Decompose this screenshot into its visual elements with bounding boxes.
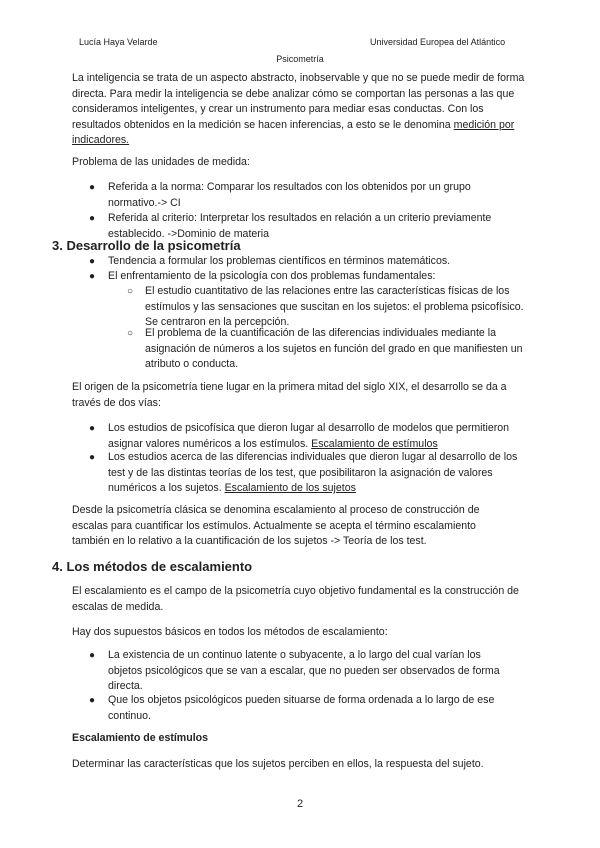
bullet-icon: ● — [89, 213, 96, 224]
list-item: Referida al criterio: Interpretar los resultados en relación a un criterio previamente establecido. ->Dominio de materia — [108, 212, 492, 240]
section-3-heading: 3. Desarrollo de la psicometría — [52, 238, 241, 253]
way-underlined: Escalamiento de los sujetos — [224, 482, 356, 495]
way-text: Los estudios de psicofísica que dieron lugar al desarrollo de modelos que permitieron asignar valores numéricos a los estímulos. — [108, 422, 510, 450]
stimuli-paragraph: Determinar las características que los sujetos perciben en ellos, la respuesta del sujeto. — [72, 758, 484, 770]
page-number: 2 — [296, 798, 304, 810]
intro-underlined-term: medición por indicadores. — [72, 118, 515, 147]
units-problem-title: Problema de las unidades de medida: — [72, 156, 250, 168]
bullet-icon: ● — [89, 256, 96, 267]
intro-text: La inteligencia se trata de un aspecto abstracto, inobservable y que no se puede medir de forma directa. Para medir la inteligencia se debe analizar cómo se comportan las personas a las que consideramos inteligentes, y crear un instrumento para mediar esas conductas. Con los resultados obtenidos en la medición se hacen inferencias, a esto se le denomina — [72, 72, 525, 131]
bullet-icon: ● — [89, 271, 96, 282]
hollow-bullet-icon: ○ — [127, 286, 134, 297]
list-item: Referida a la norma: Comparar los resultados con los obtenidos por un grupo normativo.-> CI — [108, 181, 471, 209]
way-underlined: Escalamiento de estímulos — [311, 437, 438, 450]
list-item: Tendencia a formular los problemas científicos en términos matemáticos. — [108, 255, 451, 267]
list-item — [108, 421, 530, 452]
sub-list-item: El problema de la cuantificación de las diferencias individuales mediante la asignación de números a los sujetos en función del grado en que manifiesten un atributo o conducta. — [145, 327, 523, 371]
way-text: Los estudios acerca de las diferencias individuales que dieron lugar al desarrollo de los test y de las distintas teorías de los test, que posibilitaron la asignación de valores numéricos a los sujetos. — [108, 451, 518, 495]
stimuli-subheading: Escalamiento de estímulos — [72, 732, 209, 744]
bullet-icon: ● — [89, 423, 96, 434]
sub-list-item: El estudio cuantitativo de las relaciones entre las características físicas de los estímulos y las sensaciones que suscitan en los sujetos: el problema psicofísico. Se centraron en la percepción. — [145, 285, 524, 329]
intro-paragraph — [72, 71, 532, 149]
definition-paragraph: El escalamiento es el campo de la psicometría cuyo objetivo fundamental es la construcción de escalas de medida. — [72, 585, 519, 613]
bullet-icon: ● — [89, 650, 96, 661]
header-author: Lucía Haya Velarde — [79, 37, 158, 47]
bullet-icon: ● — [89, 452, 96, 463]
origin-paragraph: El origen de la psicometría tiene lugar en la primera mitad del siglo XIX, el desarrollo se da a través de dos vías: — [72, 381, 507, 409]
hollow-bullet-icon: ○ — [127, 328, 134, 339]
bullet-icon: ● — [89, 695, 96, 706]
header-subject: Psicometría — [276, 54, 324, 64]
list-item — [108, 450, 533, 497]
bullet-icon: ● — [89, 182, 96, 193]
closing-paragraph: Desde la psicometría clásica se denomina escalamiento al proceso de construcción de escalas para cuantificar los estímulos. Actualmente se acepta el término escalamiento también en lo relativo a la cuantificación de los sujetos -> Teoría de los test. — [72, 504, 480, 548]
list-item: Que los objetos psicológicos pueden situarse de forma ordenada a lo largo de ese continuo. — [108, 694, 495, 722]
header-institution: Universidad Europea del Atlántico — [370, 37, 506, 47]
assumptions-intro: Hay dos supuestos básicos en todos los métodos de escalamiento: — [72, 626, 388, 638]
list-item: La existencia de un continuo latente o subyacente, a lo largo del cual varían los objetos psicológicos que se van a escalar, que no pueden ser observados de forma directa. — [108, 649, 500, 693]
list-item: El enfrentamiento de la psicología con dos problemas fundamentales: — [108, 270, 436, 282]
section-4-heading: 4. Los métodos de escalamiento — [52, 559, 253, 574]
